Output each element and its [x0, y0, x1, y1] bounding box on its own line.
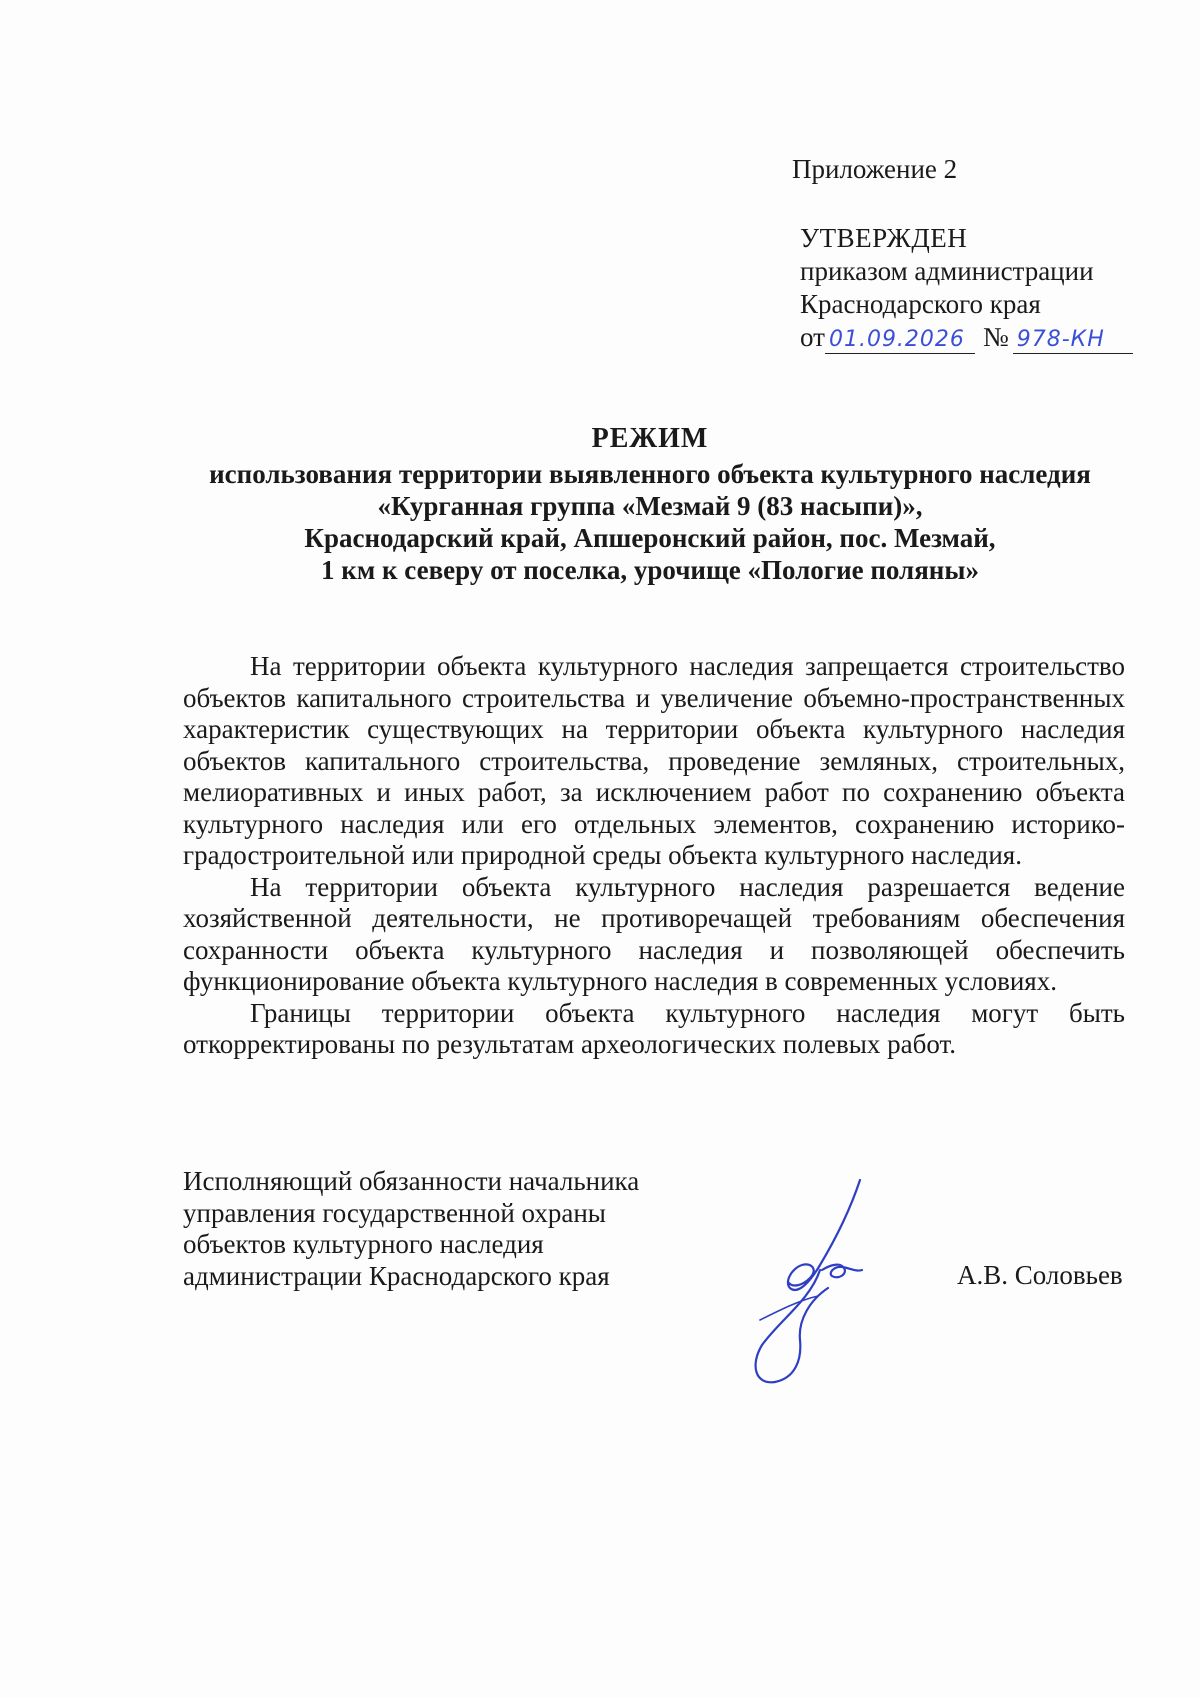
document-body	[183, 651, 1125, 1061]
document-title	[100, 423, 1200, 586]
signature-stroke-main	[756, 1180, 862, 1382]
body-paragraph-3: Границы территории объекта культурного наследия могут быть откорректированы по результатам археологических полевых работ.	[183, 997, 1125, 1059]
appendix-label: Приложение 2	[792, 154, 958, 184]
body-paragraph-2: На территории объекта культурного наследия разрешается ведение хозяйственной деятельности, не противоречащей требованиям обеспечения сохранности объекта культурного наследия и позволяющей обеспечить функционирование объекта культурного наследия в современных условиях.	[183, 871, 1125, 996]
title-line-3: Краснодарский край, Апшеронский район, пос. Мезмай,	[304, 523, 996, 553]
approval-title: УТВЕРЖДЕН	[800, 223, 968, 253]
signatory-name: А.В. Соловьев	[957, 1260, 1123, 1290]
signatory-position	[183, 1166, 639, 1292]
position-line-3: объектов культурного наследия	[183, 1229, 544, 1259]
title-line-1: использования территории выявленного объекта культурного наследия	[209, 459, 1091, 489]
handwritten-signature	[740, 1170, 910, 1390]
date-prefix: от	[800, 322, 825, 352]
title-line-4: 1 км к северу от поселка, урочище «Пологие поляны»	[321, 555, 979, 585]
position-line-2: управления государственной охраны	[183, 1197, 606, 1228]
position-line-1: Исполняющий обязанности начальника	[183, 1166, 640, 1196]
title-line-2: «Курганная группа «Мезмай 9 (83 насыпи)»,	[377, 491, 923, 521]
number-sign: №	[982, 322, 1009, 352]
position-line-4: администрации Краснодарского края	[183, 1260, 610, 1291]
title-heading: РЕЖИМ	[591, 423, 709, 454]
handwritten-number: 978-КН	[1013, 327, 1133, 354]
approval-date-row	[800, 321, 1133, 354]
handwritten-date: 01.09.2026	[825, 327, 975, 354]
approval-line-2: Краснодарского края	[800, 289, 1041, 319]
body-paragraph-1: На территории объекта культурного наследия запрещается строительство объектов капитального строительства и увеличение объемно-пространственных характеристик существующих на территории объекта культурного наследия объектов капитального строительства, проведение земляных, строительных, мелиоративных и иных работ, за исключением работ по сохранению объекта культурного наследия или его отдельных элементов, сохранению историко-градостроительной или природной среды объекта культурного наследия.	[183, 651, 1125, 870]
approval-block	[800, 222, 1133, 354]
approval-line-1: приказом администрации	[800, 256, 1094, 286]
